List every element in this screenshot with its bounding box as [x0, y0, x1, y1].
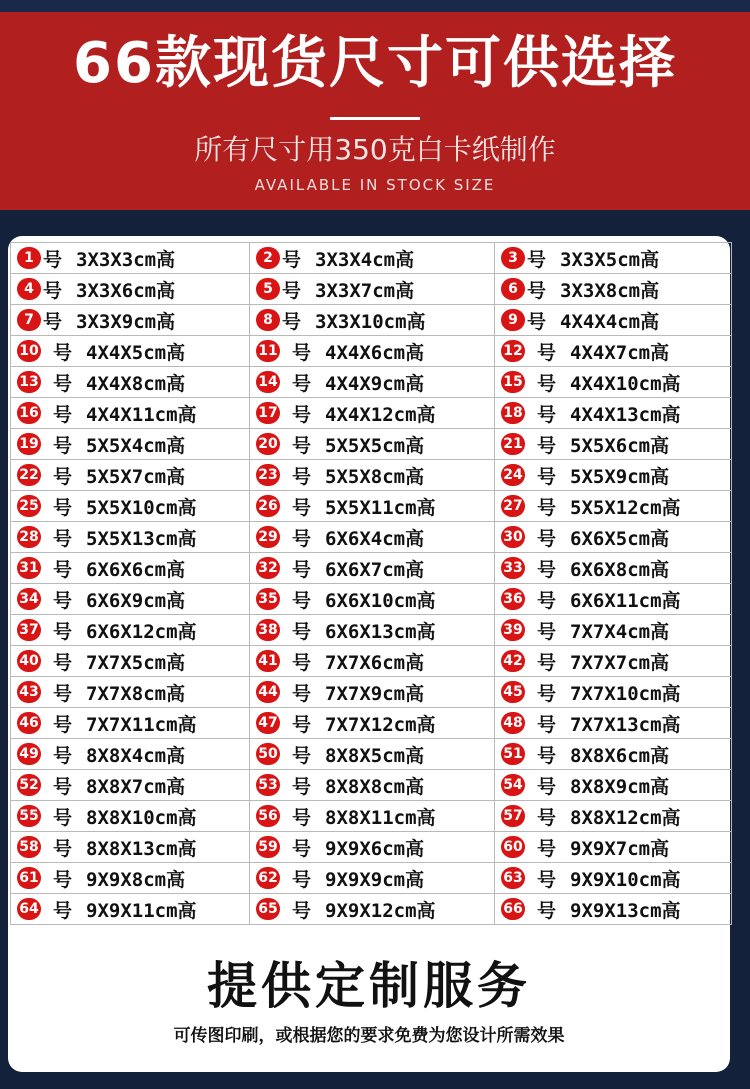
size-number-badge: 18: [501, 402, 525, 424]
size-dimensions: 9X9X9cm高: [325, 868, 425, 891]
size-cell: [250, 429, 495, 460]
size-number-suffix: 号: [53, 651, 73, 674]
size-cell: [495, 770, 732, 801]
size-dimensions: 7X7X13cm高: [570, 713, 681, 736]
size-dimensions: 8X8X9cm高: [570, 775, 670, 798]
size-number-badge: 55: [17, 805, 41, 827]
size-number-suffix: 号: [537, 434, 557, 457]
size-number-badge: 7: [17, 309, 41, 331]
size-number-suffix: 号: [537, 744, 557, 767]
size-dimensions: 5X5X4cm高: [86, 434, 186, 457]
size-number-suffix: 号: [537, 403, 557, 426]
size-cell: [495, 584, 732, 615]
size-number-suffix: 号: [53, 465, 73, 488]
size-dimensions: 5X5X6cm高: [570, 434, 670, 457]
size-cell: [11, 429, 250, 460]
size-dimensions: 9X9X10cm高: [570, 868, 681, 891]
size-dimensions: 6X6X5cm高: [570, 527, 670, 550]
size-number-suffix: 号: [537, 713, 557, 736]
size-number-suffix: 号: [292, 899, 312, 922]
size-dimensions: 5X5X12cm高: [570, 496, 681, 519]
size-cell: [11, 708, 250, 739]
size-dimensions: 8X8X8cm高: [325, 775, 425, 798]
size-number-badge: 14: [256, 371, 280, 393]
size-number-suffix: 号: [527, 310, 547, 333]
size-dimensions: 4X4X13cm高: [570, 403, 681, 426]
size-dimensions: 4X4X11cm高: [86, 403, 197, 426]
size-table-body: [11, 243, 732, 925]
size-row: [11, 336, 732, 367]
size-number-badge: 33: [501, 557, 525, 579]
size-dimensions: 9X9X12cm高: [325, 899, 436, 922]
size-number-badge: 5: [256, 278, 280, 300]
size-dimensions: 7X7X10cm高: [570, 682, 681, 705]
size-dimensions: 7X7X9cm高: [325, 682, 425, 705]
size-number-badge: 61: [17, 867, 41, 889]
size-cell: [11, 243, 250, 274]
size-dimensions: 9X9X13cm高: [570, 899, 681, 922]
size-cell: [11, 274, 250, 305]
size-cell: [11, 305, 250, 336]
size-number-badge: 52: [17, 774, 41, 796]
size-number-badge: 43: [17, 681, 41, 703]
size-number-badge: 45: [501, 681, 525, 703]
size-number-badge: 53: [256, 774, 280, 796]
size-cell: [11, 739, 250, 770]
size-number-badge: 19: [17, 433, 41, 455]
size-number-badge: 24: [501, 464, 525, 486]
size-dimensions: 9X9X7cm高: [570, 837, 670, 860]
size-cell: [250, 863, 495, 894]
size-number-badge: 44: [256, 681, 280, 703]
size-dimensions: 6X6X4cm高: [325, 527, 425, 550]
size-cell: [495, 801, 732, 832]
size-cell: [250, 646, 495, 677]
size-number-badge: 10: [17, 340, 41, 362]
size-cell: [11, 770, 250, 801]
size-row: [11, 708, 732, 739]
size-row: [11, 801, 732, 832]
size-dimensions: 7X7X11cm高: [86, 713, 197, 736]
size-number-suffix: 号: [292, 713, 312, 736]
size-row: [11, 553, 732, 584]
size-cell: [495, 522, 732, 553]
size-number-badge: 36: [501, 588, 525, 610]
size-number-suffix: 号: [537, 868, 557, 891]
size-dimensions: 3X3X4cm高: [315, 248, 415, 271]
size-number-suffix: 号: [537, 837, 557, 860]
size-number-badge: 3: [501, 247, 525, 269]
size-number-badge: 30: [501, 526, 525, 548]
size-number-badge: 60: [501, 836, 525, 858]
size-cell: [11, 398, 250, 429]
size-number-badge: 11: [256, 340, 280, 362]
size-number-suffix: 号: [53, 837, 73, 860]
size-number-badge: 1: [17, 247, 41, 269]
size-dimensions: 8X8X5cm高: [325, 744, 425, 767]
size-cell: [250, 615, 495, 646]
size-row: [11, 832, 732, 863]
size-cell: [495, 615, 732, 646]
size-number-badge: 66: [501, 898, 525, 920]
size-number-suffix: 号: [292, 558, 312, 581]
size-number-suffix: 号: [537, 682, 557, 705]
size-number-suffix: 号: [537, 651, 557, 674]
size-number-suffix: 号: [53, 403, 73, 426]
size-cell: [495, 336, 732, 367]
size-number-badge: 47: [256, 712, 280, 734]
size-number-suffix: 号: [537, 775, 557, 798]
size-number-suffix: 号: [527, 279, 547, 302]
size-number-badge: 26: [256, 495, 280, 517]
size-number-badge: 38: [256, 619, 280, 641]
size-number-badge: 32: [256, 557, 280, 579]
size-cell: [250, 801, 495, 832]
size-cell: [11, 522, 250, 553]
size-number-suffix: 号: [53, 713, 73, 736]
size-number-suffix: 号: [53, 372, 73, 395]
size-number-badge: 8: [256, 309, 280, 331]
size-cell: [11, 460, 250, 491]
size-dimensions: 6X6X10cm高: [325, 589, 436, 612]
size-dimensions: 5X5X5cm高: [325, 434, 425, 457]
size-dimensions: 4X4X4cm高: [560, 310, 660, 333]
size-number-suffix: 号: [537, 341, 557, 364]
size-dimensions: 3X3X8cm高: [560, 279, 660, 302]
size-number-suffix: 号: [537, 527, 557, 550]
size-cell: [11, 584, 250, 615]
size-number-suffix: 号: [292, 434, 312, 457]
size-row: [11, 646, 732, 677]
size-number-suffix: 号: [53, 899, 73, 922]
size-number-suffix: 号: [527, 248, 547, 271]
size-number-suffix: 号: [292, 372, 312, 395]
size-number-badge: 63: [501, 867, 525, 889]
size-number-badge: 56: [256, 805, 280, 827]
size-cell: [250, 398, 495, 429]
size-cell: [495, 553, 732, 584]
size-dimensions: 7X7X7cm高: [570, 651, 670, 674]
size-row: [11, 522, 732, 553]
size-dimensions: 7X7X8cm高: [86, 682, 186, 705]
size-cell: [250, 894, 495, 925]
size-cell: [250, 367, 495, 398]
size-number-suffix: 号: [282, 310, 302, 333]
size-cell: [495, 305, 732, 336]
size-number-suffix: 号: [43, 248, 63, 271]
size-number-badge: 27: [501, 495, 525, 517]
size-number-suffix: 号: [537, 496, 557, 519]
size-number-suffix: 号: [43, 279, 63, 302]
size-row: [11, 429, 732, 460]
size-dimensions: 3X3X6cm高: [76, 279, 176, 302]
size-dimensions: 5X5X10cm高: [86, 496, 197, 519]
size-number-badge: 39: [501, 619, 525, 641]
size-row: [11, 491, 732, 522]
size-dimensions: 6X6X6cm高: [86, 558, 186, 581]
size-number-badge: 28: [17, 526, 41, 548]
size-cell: [495, 491, 732, 522]
size-dimensions: 3X3X7cm高: [315, 279, 415, 302]
size-number-suffix: 号: [537, 558, 557, 581]
size-cell: [495, 460, 732, 491]
size-number-badge: 42: [501, 650, 525, 672]
size-cell: [11, 801, 250, 832]
size-dimensions: 9X9X11cm高: [86, 899, 197, 922]
size-dimensions: 5X5X7cm高: [86, 465, 186, 488]
size-number-suffix: 号: [43, 310, 63, 333]
size-row: [11, 367, 732, 398]
size-dimensions: 8X8X11cm高: [325, 806, 436, 829]
size-number-suffix: 号: [537, 620, 557, 643]
size-number-suffix: 号: [537, 806, 557, 829]
size-cell: [250, 677, 495, 708]
size-dimensions: 8X8X7cm高: [86, 775, 186, 798]
size-cell: [250, 336, 495, 367]
size-cell: [250, 584, 495, 615]
size-number-suffix: 号: [537, 372, 557, 395]
size-number-badge: 48: [501, 712, 525, 734]
size-number-suffix: 号: [53, 341, 73, 364]
size-number-badge: 64: [17, 898, 41, 920]
size-dimensions: 6X6X13cm高: [325, 620, 436, 643]
size-number-suffix: 号: [53, 434, 73, 457]
size-dimensions: 4X4X10cm高: [570, 372, 681, 395]
size-dimensions: 4X4X12cm高: [325, 403, 436, 426]
size-row: [11, 305, 732, 336]
size-cell: [495, 243, 732, 274]
size-number-suffix: 号: [53, 496, 73, 519]
size-dimensions: 5X5X8cm高: [325, 465, 425, 488]
size-dimensions: 6X6X11cm高: [570, 589, 681, 612]
size-cell: [495, 367, 732, 398]
size-number-badge: 57: [501, 805, 525, 827]
size-row: [11, 398, 732, 429]
size-dimensions: 7X7X5cm高: [86, 651, 186, 674]
size-dimensions: 5X5X9cm高: [570, 465, 670, 488]
size-row: [11, 770, 732, 801]
size-number-badge: 58: [17, 836, 41, 858]
size-number-suffix: 号: [53, 868, 73, 891]
size-number-suffix: 号: [292, 496, 312, 519]
size-row: [11, 863, 732, 894]
size-number-badge: 9: [501, 309, 525, 331]
service-title: 提供定制服务: [207, 957, 531, 1015]
size-number-badge: 35: [256, 588, 280, 610]
size-number-badge: 65: [256, 898, 280, 920]
size-dimensions: 8X8X13cm高: [86, 837, 197, 860]
size-number-suffix: 号: [292, 806, 312, 829]
size-row: [11, 615, 732, 646]
size-cell: [250, 243, 495, 274]
size-dimensions: 4X4X7cm高: [570, 341, 670, 364]
size-number-badge: 13: [17, 371, 41, 393]
size-number-badge: 40: [17, 650, 41, 672]
size-row: [11, 584, 732, 615]
size-dimensions: 3X3X9cm高: [76, 310, 176, 333]
size-dimensions: 8X8X6cm高: [570, 744, 670, 767]
size-number-suffix: 号: [292, 620, 312, 643]
size-number-suffix: 号: [292, 403, 312, 426]
service-subtitle: 可传图印刷，或根据您的要求免费为您设计所需效果: [173, 1026, 565, 1046]
size-cell: [11, 553, 250, 584]
size-cell: [495, 708, 732, 739]
size-number-suffix: 号: [537, 589, 557, 612]
size-cell: [495, 894, 732, 925]
size-dimensions: 6X6X7cm高: [325, 558, 425, 581]
size-cell: [495, 646, 732, 677]
size-number-badge: 34: [17, 588, 41, 610]
size-number-badge: 37: [17, 619, 41, 641]
size-number-badge: 62: [256, 867, 280, 889]
size-number-badge: 41: [256, 650, 280, 672]
size-number-badge: 4: [17, 278, 41, 300]
size-number-suffix: 号: [292, 589, 312, 612]
size-number-badge: 16: [17, 402, 41, 424]
size-number-badge: 20: [256, 433, 280, 455]
size-dimensions: 5X5X11cm高: [325, 496, 436, 519]
size-cell: [250, 708, 495, 739]
size-number-suffix: 号: [292, 682, 312, 705]
size-dimensions: 7X7X4cm高: [570, 620, 670, 643]
size-number-suffix: 号: [537, 465, 557, 488]
size-cell: [11, 615, 250, 646]
top-strip: [0, 0, 750, 12]
size-number-suffix: 号: [282, 279, 302, 302]
size-cell: [495, 832, 732, 863]
size-cell: [495, 739, 732, 770]
size-cell: [11, 894, 250, 925]
size-dimensions: 8X8X12cm高: [570, 806, 681, 829]
size-number-badge: 49: [17, 743, 41, 765]
size-row: [11, 894, 732, 925]
size-card: [8, 236, 730, 1072]
material-note: 所有尺寸用350克白卡纸制作: [194, 133, 556, 166]
size-number-suffix: 号: [292, 527, 312, 550]
size-number-suffix: 号: [53, 682, 73, 705]
size-row: [11, 677, 732, 708]
headline: 66款现货尺寸可供选择: [73, 31, 677, 96]
size-number-badge: 2: [256, 247, 280, 269]
size-number-suffix: 号: [292, 775, 312, 798]
size-table: [10, 242, 732, 925]
size-dimensions: 3X3X3cm高: [76, 248, 176, 271]
size-cell: [11, 336, 250, 367]
size-dimensions: 4X4X6cm高: [325, 341, 425, 364]
size-cell: [250, 522, 495, 553]
size-dimensions: 3X3X5cm高: [560, 248, 660, 271]
size-number-suffix: 号: [53, 775, 73, 798]
size-row: [11, 274, 732, 305]
size-number-badge: 6: [501, 278, 525, 300]
size-dimensions: 7X7X12cm高: [325, 713, 436, 736]
size-number-badge: 12: [501, 340, 525, 362]
size-number-suffix: 号: [53, 558, 73, 581]
size-number-badge: 46: [17, 712, 41, 734]
size-dimensions: 4X4X5cm高: [86, 341, 186, 364]
size-dimensions: 8X8X10cm高: [86, 806, 197, 829]
size-cell: [250, 832, 495, 863]
size-cell: [11, 491, 250, 522]
size-cell: [250, 460, 495, 491]
size-number-badge: 31: [17, 557, 41, 579]
size-cell: [495, 863, 732, 894]
size-row: [11, 739, 732, 770]
size-number-badge: 25: [17, 495, 41, 517]
size-number-badge: 21: [501, 433, 525, 455]
size-cell: [495, 274, 732, 305]
size-dimensions: 8X8X4cm高: [86, 744, 186, 767]
size-row: [11, 460, 732, 491]
size-number-suffix: 号: [53, 589, 73, 612]
size-dimensions: 6X6X12cm高: [86, 620, 197, 643]
size-cell: [250, 491, 495, 522]
size-cell: [250, 274, 495, 305]
size-number-suffix: 号: [53, 620, 73, 643]
size-number-badge: 22: [17, 464, 41, 486]
size-dimensions: 9X9X8cm高: [86, 868, 186, 891]
size-number-suffix: 号: [292, 744, 312, 767]
size-cell: [250, 553, 495, 584]
size-number-suffix: 号: [53, 744, 73, 767]
size-number-suffix: 号: [292, 837, 312, 860]
size-number-suffix: 号: [537, 899, 557, 922]
size-dimensions: 3X3X10cm高: [315, 310, 426, 333]
size-number-suffix: 号: [292, 651, 312, 674]
size-dimensions: 4X4X8cm高: [86, 372, 186, 395]
size-cell: [495, 677, 732, 708]
size-number-badge: 29: [256, 526, 280, 548]
size-cell: [250, 305, 495, 336]
size-number-badge: 59: [256, 836, 280, 858]
size-dimensions: 9X9X6cm高: [325, 837, 425, 860]
size-number-badge: 15: [501, 371, 525, 393]
header-banner: [0, 12, 750, 210]
size-number-suffix: 号: [292, 465, 312, 488]
size-number-badge: 17: [256, 402, 280, 424]
size-cell: [495, 429, 732, 460]
size-cell: [11, 863, 250, 894]
header-divider: [330, 117, 420, 120]
size-dimensions: 7X7X6cm高: [325, 651, 425, 674]
size-cell: [11, 677, 250, 708]
size-number-suffix: 号: [53, 806, 73, 829]
size-number-badge: 23: [256, 464, 280, 486]
size-dimensions: 5X5X13cm高: [86, 527, 197, 550]
size-cell: [11, 832, 250, 863]
size-cell: [495, 398, 732, 429]
size-number-suffix: 号: [292, 868, 312, 891]
size-cell: [250, 739, 495, 770]
size-dimensions: 6X6X8cm高: [570, 558, 670, 581]
size-cell: [11, 367, 250, 398]
english-caption: AVAILABLE IN STOCK SIZE: [254, 176, 496, 194]
size-row: [11, 243, 732, 274]
size-dimensions: 6X6X9cm高: [86, 589, 186, 612]
size-number-suffix: 号: [292, 341, 312, 364]
size-cell: [11, 646, 250, 677]
size-cell: [250, 770, 495, 801]
size-number-badge: 51: [501, 743, 525, 765]
size-number-suffix: 号: [282, 248, 302, 271]
size-number-badge: 50: [256, 743, 280, 765]
size-dimensions: 4X4X9cm高: [325, 372, 425, 395]
size-number-badge: 54: [501, 774, 525, 796]
size-number-suffix: 号: [53, 527, 73, 550]
